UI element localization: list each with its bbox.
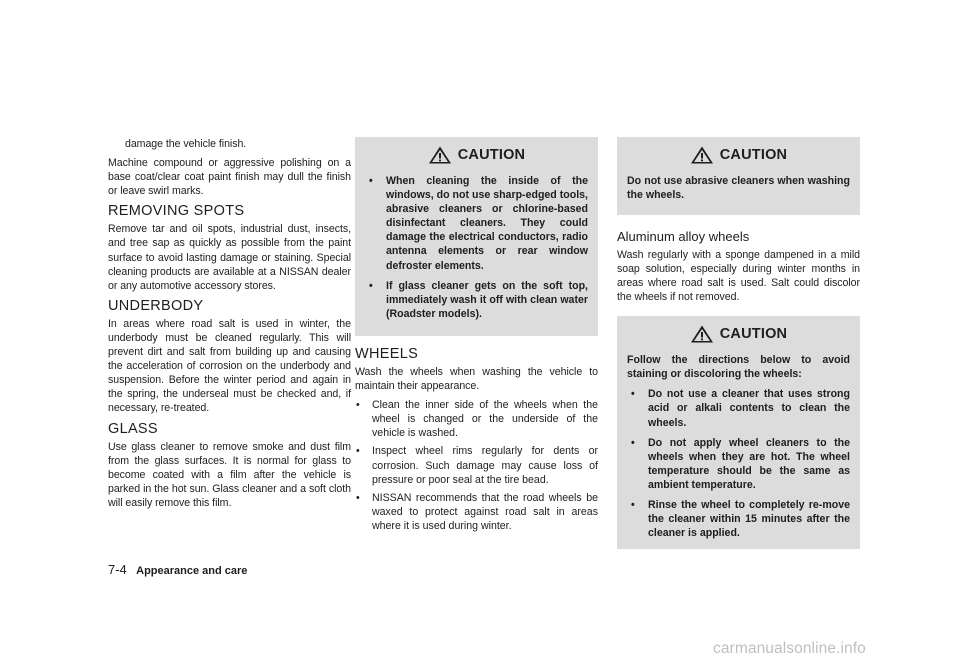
- heading-removing-spots: REMOVING SPOTS: [108, 203, 245, 220]
- chapter-title: Appearance and care: [136, 565, 248, 577]
- caution-item-text: Rinse the wheel to completely re-move the cleaner within 15 minutes after the cleaner is applied.: [648, 499, 850, 540]
- caution-list: [365, 174, 588, 321]
- heading-wheels: WHEELS: [355, 345, 419, 362]
- caution-item-text: Do not apply wheel cleaners to the wheels when they are hot. The wheel temperature should be the same as ambient temperature.: [648, 436, 850, 491]
- warning-triangle-icon: [428, 145, 452, 165]
- paragraph-machine-compound: Machine compound or aggressive polishing on a base coat/clear coat paint finish may dull the finish or leave swirl marks.: [108, 157, 351, 198]
- caution-list: [627, 387, 850, 540]
- caution-box-glass: [355, 137, 598, 336]
- list-item: [355, 491, 598, 533]
- caution-item: [365, 279, 588, 321]
- page-number: 7-4: [108, 562, 127, 577]
- caution-item: [627, 498, 850, 540]
- paragraph-wheels-intro: Wash the wheels when washing the vehicle to maintain their appearance.: [355, 365, 598, 393]
- caution-item-text: If glass cleaner gets on the soft top, immediately wash it off with clean water (Roadster models).: [386, 279, 588, 320]
- bullet: •: [356, 445, 360, 458]
- column-middle: [355, 137, 598, 539]
- paragraph-aluminum-alloy: Wash regularly with a sponge dampened in a mild soap solution, especially during winter months in areas where road salt is used. Salt could discolor the wheels if not removed.: [617, 249, 860, 304]
- caution-item: [365, 174, 588, 273]
- column-right: [617, 137, 860, 559]
- page-footer: [108, 563, 247, 578]
- bullet: •: [631, 499, 635, 512]
- caution-item-text: When cleaning the inside of the windows, do not use sharp-edged tools, abrasive cleaners or chlorine-based disinfectant cleaners. They could damage the electrical conductors, radio antenna elements or rear window defroster elements.: [386, 175, 588, 272]
- paragraph-glass: Use glass cleaner to remove smoke and dust film from the glass surfaces. It is normal for glass to become coated with a film after the vehicle is parked in the hot sun. Glass cleaner and a soft cloth will easily remove this film.: [108, 440, 351, 509]
- heading-glass: GLASS: [108, 420, 158, 437]
- caution-box-abrasive: [617, 137, 860, 215]
- caution-title: CAUTION: [719, 147, 788, 163]
- list-item: [355, 398, 598, 440]
- caution-intro: Follow the directions below to avoid staining or discoloring the wheels:: [627, 354, 850, 381]
- paragraph-underbody: In areas where road salt is used in winter, the underbody must be cleaned regularly. This will prevent dirt and salt from building up and causing the acceleration of corrosion on the underbody and suspension. Before the winter period and again in the spring, the underseal must be checked and, if necessary, re-treated.: [108, 317, 351, 415]
- caution-header: [627, 324, 850, 344]
- paragraph-continuation: damage the vehicle finish.: [125, 138, 247, 150]
- caution-title: CAUTION: [719, 326, 788, 343]
- caution-text: Do not use abrasive cleaners when washing the wheels.: [627, 175, 850, 201]
- warning-triangle-icon: [690, 145, 714, 165]
- bullet: •: [631, 388, 635, 401]
- caution-item-text: Do not use a cleaner that uses strong acid or alkali contents to clean the wheels.: [648, 388, 850, 429]
- list-item-text: NISSAN recommends that the road wheels be waxed to protect against road salt in areas where it is used during winter.: [372, 491, 598, 532]
- heading-underbody: UNDERBODY: [108, 297, 204, 314]
- bullet: •: [369, 175, 373, 187]
- warning-triangle-icon: [690, 324, 714, 344]
- caution-item: [627, 436, 850, 492]
- caution-header: [627, 145, 850, 165]
- watermark: carmanualsonline.info: [713, 640, 866, 657]
- wheels-list: [355, 398, 598, 533]
- caution-title: CAUTION: [457, 147, 526, 163]
- caution-item: [627, 387, 850, 429]
- heading-aluminum-alloy-wheels: Aluminum alloy wheels: [617, 229, 750, 244]
- paragraph-removing-spots: Remove tar and oil spots, industrial dust, insects, and tree sap as quickly as possible from the paint surface to avoid lasting damage or staining. Special cleaning products are available at a NISSAN dealer or any automotive accessory stores.: [108, 223, 351, 292]
- caution-box-wheel-cleaning: [617, 316, 860, 549]
- bullet: •: [631, 436, 635, 449]
- caution-header: [365, 145, 588, 165]
- list-item-text: Clean the inner side of the wheels when the wheel is changed or the underside of the vehicle is washed.: [372, 399, 598, 440]
- bullet: •: [369, 279, 373, 292]
- list-item: [355, 444, 598, 486]
- list-item-text: Inspect wheel rims regularly for dents or corrosion. Such damage may cause loss of pressure or poor seal at the tire bead.: [372, 445, 598, 486]
- bullet: •: [356, 491, 360, 504]
- column-left: [108, 137, 351, 515]
- bullet: •: [356, 399, 360, 412]
